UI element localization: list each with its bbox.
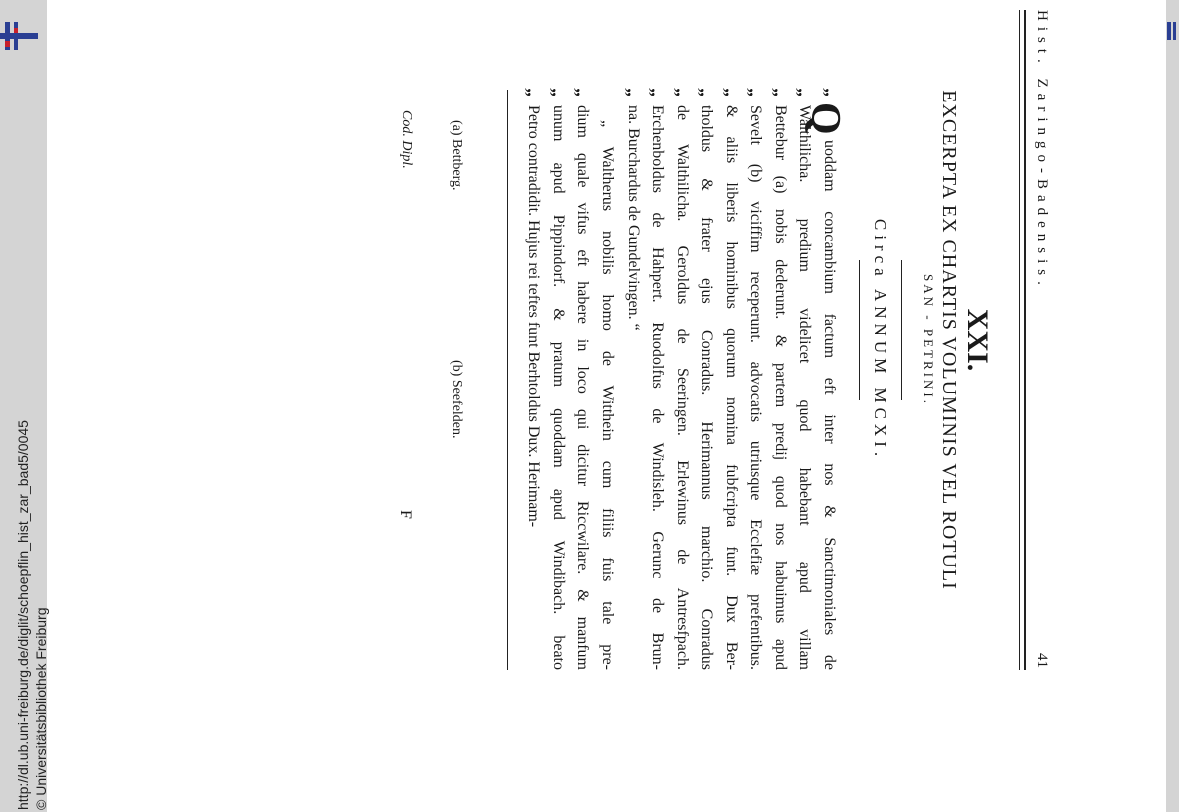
drop-cap: Q [802, 102, 848, 135]
running-head-text: Hist. Zaringo-Badensis. [1034, 10, 1050, 291]
title-rule [901, 260, 902, 400]
margin-quote: „ [822, 88, 842, 97]
text-line: & aliis liberis hominibus quorum nomina fubfcripta funt. Dux Ber- [723, 105, 740, 670]
text-line: Erchenboldus de Hahpert. Ruodolfus de Windisleh. Gerunc de Brun- [649, 105, 667, 670]
margin-quote-mark: „ [697, 88, 718, 97]
title-line-1: EXCERPTA EX CHARTIS VOLUMINIS VEL ROTULI [938, 90, 960, 590]
text-line: tholdus & frater ejus Conradus. Herimannus marchio. Conradus [698, 105, 716, 670]
text-line: Bettebur (a) nobis dederunt. & partem predij quod nos habuimus apud [772, 105, 789, 670]
page-number: 41 [1034, 653, 1050, 668]
header-double-rule-2 [1019, 10, 1020, 670]
date-line: Circa ANNUM MCXI. [871, 218, 890, 462]
margin-quote-mark: „ [648, 88, 669, 97]
source-url[interactable]: http://dl.ub.uni-freiburg.de/diglit/schoepflin_hist_zar_bad5/0045 [15, 420, 31, 810]
text-line: uoddam concambium factum eft inter nos & Sanctimoniales de [821, 140, 838, 670]
section-numeral: XXI. [961, 308, 994, 372]
margin-quote-mark: „ [549, 88, 569, 97]
text-line: de Walthilicha. Geroldus de Seeringen. Erlewinus de Antresfpach. [674, 105, 691, 670]
text-line: Walthilicha. predium videlicet quod habebant apud villam [796, 105, 814, 670]
running-head [1033, 10, 1050, 670]
footnote-b: (b) Seefelden. [449, 360, 464, 439]
margin-quote-mark: „ [722, 88, 742, 97]
footnote-a: (a) Bettberg. [449, 120, 464, 191]
footer-left: Cod. Dipl. [399, 110, 414, 169]
text-line: unum apud Pippindorf. & pratum quoddam apud Windibach. beato [550, 105, 567, 670]
text-line: na. Burchardus de Gundelvingen. “ [625, 105, 642, 331]
signature: F [397, 510, 414, 519]
text-line: „ Waltherus nobilis homo de Witthein cum filiis fuis tale pre- [599, 120, 616, 670]
text-line: dium quale vifus eft habere in loco qui dicitur Riccwilare. & manfum [574, 105, 592, 670]
margin-quote-mark: „ [573, 88, 594, 97]
right-viewer-bar [1166, 0, 1179, 812]
text-line: Sevelt (b) viciffim receperunt. advocatis utriusque Ecclefiæ prefentibus. [747, 105, 765, 670]
margin-quote-mark: „ [771, 88, 791, 97]
margin-quote-mark: „ [524, 88, 545, 97]
title-line-2: SAN - PETRINI. [921, 274, 936, 406]
margin-quote-mark: „ [795, 88, 816, 97]
copyright-notice: © Universitätsbibliothek Freiburg [33, 607, 49, 810]
footnote-rule [507, 90, 508, 670]
university-logo-icon-right [1167, 22, 1177, 42]
header-double-rule [1024, 10, 1026, 670]
source-url-label [0, 0, 47, 812]
margin-quote-mark: „ [624, 88, 644, 97]
scanned-page [300, 10, 1060, 670]
margin-quote-mark: „ [673, 88, 693, 97]
date-rule [859, 260, 860, 400]
margin-quote-mark: „ [746, 88, 767, 97]
text-line: Petro contradidit. Hujus rei teftes funt Berhtoldus Dux. Herimam- [525, 105, 543, 528]
